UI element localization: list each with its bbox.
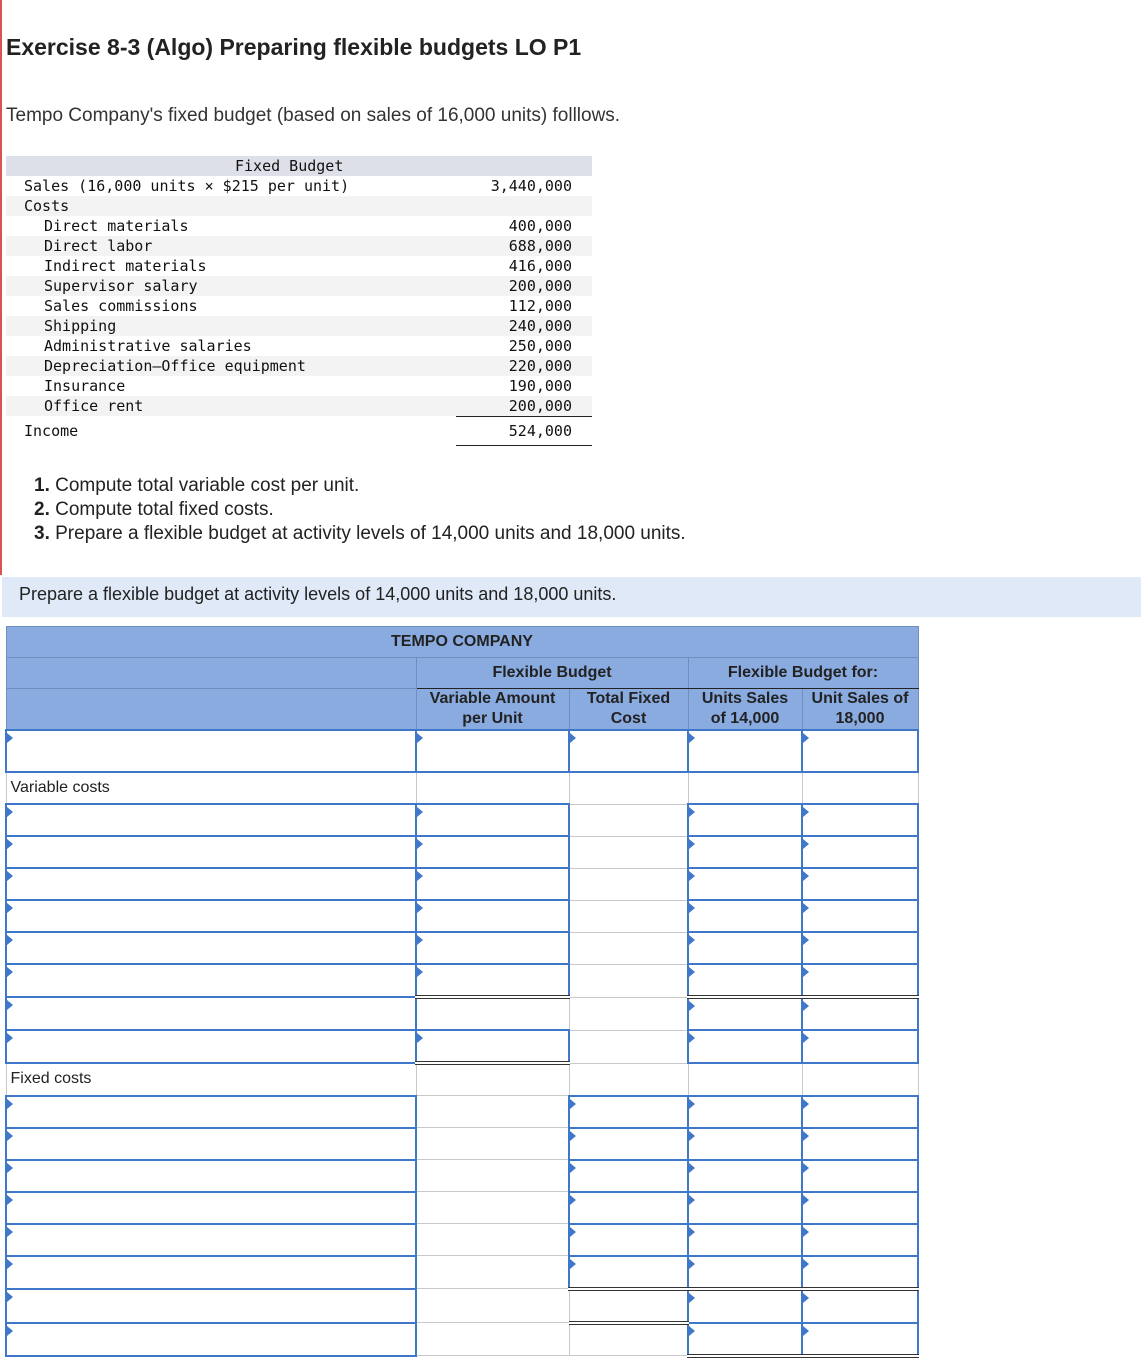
sales-value: 3,440,000 — [490, 177, 572, 195]
variable-cost-per-unit-input[interactable] — [416, 836, 569, 868]
fixed-cost-14000-input[interactable] — [688, 1096, 802, 1128]
instruction-banner — [2, 577, 1141, 617]
cost-label: Supervisor salary — [44, 277, 198, 295]
cost-value: 200,000 — [508, 277, 572, 295]
income-14000-input[interactable] — [688, 1323, 802, 1356]
contribution-per-unit-input[interactable] — [416, 1030, 569, 1063]
variable-cost-per-unit-input[interactable] — [416, 964, 569, 997]
costs-label: Costs — [24, 197, 70, 215]
variable-cost-14000-input[interactable] — [688, 804, 802, 836]
instruction-text: Prepare a flexible budget at activity levels of 14,000 units and 18,000 units. — [19, 584, 617, 604]
cost-row — [6, 276, 592, 296]
fixed-budget-heading-row — [6, 156, 592, 176]
variable-cost-18000-input[interactable] — [802, 868, 918, 900]
variable-cost-14000-input[interactable] — [688, 932, 802, 964]
variable-cost-14000-input[interactable] — [688, 836, 802, 868]
variable-costs-label: Variable costs — [6, 772, 416, 804]
fixed-budget-heading: Fixed Budget — [235, 157, 344, 175]
costs-row — [6, 196, 592, 216]
variable-cost-per-unit-input[interactable] — [416, 868, 569, 900]
cost-row — [6, 396, 592, 416]
fixed-budget-table — [6, 156, 592, 444]
cost-value: 190,000 — [508, 377, 572, 395]
total-fixed-18000-input[interactable] — [802, 1289, 918, 1323]
question-item: 1. Compute total variable cost per unit. — [34, 475, 360, 496]
variable-cost-18000-input[interactable] — [802, 932, 918, 964]
variable-cost-label-input[interactable] — [6, 836, 416, 868]
cost-label: Administrative salaries — [44, 337, 252, 355]
fixed-cost-label-input[interactable] — [6, 1192, 416, 1224]
variable-cost-14000-input[interactable] — [688, 964, 802, 997]
fixed-cost-18000-input[interactable] — [802, 1192, 918, 1224]
contribution-label-input[interactable] — [6, 1030, 416, 1063]
cost-value: 220,000 — [508, 357, 572, 375]
left-accent-line — [0, 0, 2, 575]
variable-cost-per-unit-input[interactable] — [416, 804, 569, 836]
fixed-cost-label-input[interactable] — [6, 1160, 416, 1192]
fixed-cost-18000-input[interactable] — [802, 1256, 918, 1289]
question-item: 3. Prepare a flexible budget at activity levels of 14,000 units and 18,000 units. — [34, 523, 686, 544]
sales-14000-input[interactable] — [688, 730, 802, 772]
cost-row — [6, 356, 592, 376]
variable-cost-per-unit-input[interactable] — [416, 900, 569, 932]
cost-value: 240,000 — [508, 317, 572, 335]
fixed-cost-total-input[interactable] — [569, 1192, 688, 1224]
units-14000-header: Units Sales of 14,000 — [688, 689, 802, 731]
cost-value: 200,000 — [456, 396, 592, 417]
question-list — [34, 474, 686, 546]
fixed-cost-18000-input[interactable] — [802, 1160, 918, 1192]
contribution-18000-input[interactable] — [802, 1030, 918, 1063]
cost-row — [6, 376, 592, 396]
cost-value: 400,000 — [508, 217, 572, 235]
cost-label: Office rent — [44, 397, 144, 415]
sales-18000-input[interactable] — [802, 730, 918, 772]
contribution-14000-input[interactable] — [688, 1030, 802, 1063]
fixed-cost-label-input[interactable] — [6, 1096, 416, 1128]
sales-label-input[interactable] — [6, 730, 416, 772]
cost-value: 688,000 — [508, 237, 572, 255]
fixed-cost-total-input[interactable] — [569, 1096, 688, 1128]
cost-label: Direct materials — [44, 217, 189, 235]
cost-value: 416,000 — [508, 257, 572, 275]
flexible-budget-for-header: Flexible Budget for: — [688, 658, 918, 689]
total-fixed-14000-input[interactable] — [688, 1289, 802, 1323]
fixed-cost-14000-input[interactable] — [688, 1160, 802, 1192]
page-title: Exercise 8-3 (Algo) Preparing flexible budgets LO P1 — [6, 34, 582, 60]
cost-row — [6, 216, 592, 236]
variable-cost-label-input[interactable] — [6, 804, 416, 836]
sales-fixed-input[interactable] — [569, 730, 688, 772]
company-name: TEMPO COMPANY — [6, 627, 918, 658]
fixed-cost-14000-input[interactable] — [688, 1192, 802, 1224]
total-variable-14000-input[interactable] — [688, 997, 802, 1030]
fixed-costs-label: Fixed costs — [6, 1063, 416, 1096]
fixed-cost-18000-input[interactable] — [802, 1224, 918, 1256]
cost-row — [6, 236, 592, 256]
variable-cost-14000-input[interactable] — [688, 868, 802, 900]
variable-cost-label-input[interactable] — [6, 900, 416, 932]
sales-per-unit-input[interactable] — [416, 730, 569, 772]
variable-cost-18000-input[interactable] — [802, 964, 918, 997]
fixed-cost-total-input[interactable] — [569, 1256, 688, 1289]
cost-value: 250,000 — [508, 337, 572, 355]
flexible-budget-group-header: Flexible Budget — [416, 658, 688, 689]
fixed-cost-total-input[interactable] — [569, 1160, 688, 1192]
income-18000-input[interactable] — [802, 1323, 918, 1356]
fixed-cost-14000-input[interactable] — [688, 1256, 802, 1289]
fixed-cost-label-input[interactable] — [6, 1256, 416, 1289]
income-value: 524,000 — [456, 416, 592, 446]
variable-cost-18000-input[interactable] — [802, 804, 918, 836]
variable-cost-label-input[interactable] — [6, 964, 416, 997]
intro-text: Tempo Company's fixed budget (based on sales of 16,000 units) folllows. — [6, 105, 621, 126]
income-label-input[interactable] — [6, 1323, 416, 1356]
question-item: 2. Compute total fixed costs. — [34, 499, 274, 520]
fixed-cost-total-input[interactable] — [569, 1128, 688, 1160]
sales-label: Sales (16,000 units × $215 per unit) — [24, 177, 350, 195]
total-variable-18000-input[interactable] — [802, 997, 918, 1030]
cost-label: Insurance — [44, 377, 126, 395]
total-fixed-label-input[interactable] — [6, 1289, 416, 1323]
total-variable-label-input[interactable] — [6, 997, 416, 1030]
variable-cost-14000-input[interactable] — [688, 900, 802, 932]
cost-row — [6, 316, 592, 336]
fixed-cost-label-input[interactable] — [6, 1128, 416, 1160]
variable-per-unit-header: Variable Amount per Unit — [416, 689, 569, 731]
cost-label: Indirect materials — [44, 257, 207, 275]
cost-label: Depreciation—Office equipment — [44, 357, 306, 375]
variable-cost-label-input[interactable] — [6, 932, 416, 964]
variable-cost-per-unit-input[interactable] — [416, 932, 569, 964]
cost-row — [6, 296, 592, 316]
fixed-cost-18000-input[interactable] — [802, 1128, 918, 1160]
cost-row — [6, 336, 592, 356]
income-label: Income — [24, 422, 79, 440]
cost-row — [6, 256, 592, 276]
fixed-cost-total-input[interactable] — [569, 1224, 688, 1256]
sales-row — [6, 176, 592, 196]
units-18000-header: Unit Sales of 18,000 — [802, 689, 918, 731]
variable-cost-18000-input[interactable] — [802, 836, 918, 868]
cost-label: Direct labor — [44, 237, 153, 255]
cost-label: Shipping — [44, 317, 117, 335]
cost-label: Sales commissions — [44, 297, 198, 315]
variable-cost-18000-input[interactable] — [802, 900, 918, 932]
total-fixed-cost-header: Total Fixed Cost — [569, 689, 688, 731]
variable-cost-label-input[interactable] — [6, 868, 416, 900]
fixed-cost-14000-input[interactable] — [688, 1128, 802, 1160]
fixed-cost-14000-input[interactable] — [688, 1224, 802, 1256]
fixed-cost-label-input[interactable] — [6, 1224, 416, 1256]
cost-value: 112,000 — [508, 297, 572, 315]
flexible-budget-table — [5, 626, 919, 1358]
fixed-cost-18000-input[interactable] — [802, 1096, 918, 1128]
income-row — [6, 416, 592, 444]
